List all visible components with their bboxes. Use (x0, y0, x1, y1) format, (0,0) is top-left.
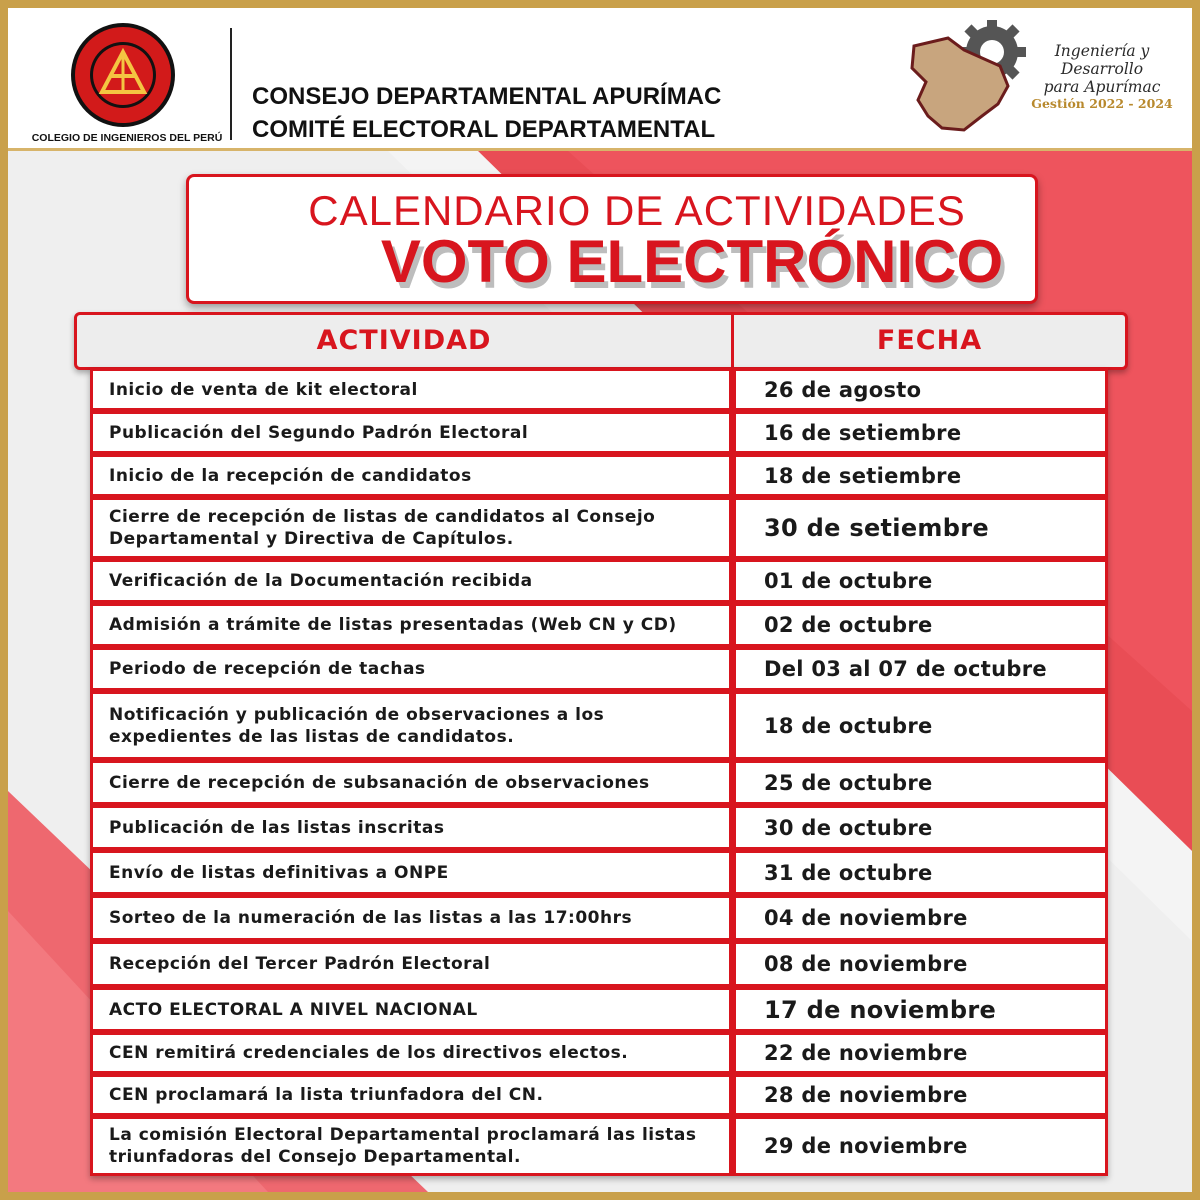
table-row (90, 691, 1108, 760)
activity-cell: Recepción del Tercer Padrón Electoral (93, 944, 729, 984)
table-row (90, 559, 1108, 603)
table-row (90, 1116, 1108, 1176)
activity-cell: Sorteo de la numeración de las listas a las 17:00hrs (93, 898, 729, 938)
activity-cell: Inicio de la recepción de candidatos (93, 457, 729, 494)
date-cell: 04 de noviembre (736, 898, 1105, 938)
header-divider (230, 28, 232, 140)
activity-cell: ACTO ELECTORAL A NIVEL NACIONAL (93, 990, 729, 1029)
management-period: Gestión 2022 - 2024 (1031, 96, 1173, 111)
table-row (90, 411, 1108, 454)
slogan (1012, 42, 1192, 96)
table-row (90, 1074, 1108, 1116)
activity-cell: Publicación del Segundo Padrón Electoral (93, 414, 729, 451)
date-cell: 30 de setiembre (736, 500, 1105, 556)
poster (8, 8, 1192, 1192)
title-line-1: CALENDARIO DE ACTIVIDADES (308, 187, 966, 234)
date-cell: 08 de noviembre (736, 944, 1105, 984)
activity-cell: Inicio de venta de kit electoral (93, 371, 729, 408)
slogan-line-2: para Apurímac (1043, 78, 1161, 96)
column-header-date: FECHA (876, 325, 983, 356)
table-row (90, 497, 1108, 559)
council-title (252, 80, 721, 146)
table-row (90, 760, 1108, 805)
date-cell: 30 de octubre (736, 808, 1105, 847)
table-row (90, 805, 1108, 850)
date-cell: 02 de octubre (736, 606, 1105, 644)
activity-cell: Verificación de la Documentación recibida (93, 562, 729, 600)
date-cell: 25 de octubre (736, 763, 1105, 802)
column-header-activity: ACTIVIDAD (77, 315, 734, 367)
table-row (90, 895, 1108, 941)
date-cell: 22 de noviembre (736, 1035, 1105, 1071)
date-cell: 29 de noviembre (736, 1119, 1105, 1173)
activity-cell: Admisión a trámite de listas presentadas (Web CN y CD) (93, 606, 729, 644)
date-cell: Del 03 al 07 de octubre (736, 650, 1105, 688)
date-cell: 17 de noviembre (736, 990, 1105, 1029)
table-row (90, 987, 1108, 1032)
date-cell: 28 de noviembre (736, 1077, 1105, 1113)
table-row (90, 941, 1108, 987)
institution-name: COLEGIO DE INGENIEROS DEL PERÚ (31, 132, 223, 144)
table-row (90, 454, 1108, 497)
activity-cell: Periodo de recepción de tachas (93, 650, 729, 688)
activity-cell: Publicación de las listas inscritas (93, 808, 729, 847)
date-cell: 18 de setiembre (736, 457, 1105, 494)
activity-cell: Cierre de recepción de listas de candidatos al Consejo Departamental y Directiva de Capítulos. (93, 500, 729, 556)
table-header (74, 312, 1128, 370)
table-row (90, 647, 1108, 691)
council-line-1: CONSEJO DEPARTAMENTAL APURÍMAC (252, 83, 722, 110)
title-line-2: VOTO ELECTRÓNICO (380, 228, 1004, 295)
council-line-2: COMITÉ ELECTORAL DEPARTAMENTAL (252, 116, 716, 143)
title-box (186, 174, 1038, 304)
table-row (90, 368, 1108, 411)
activity-cell: Cierre de recepción de subsanación de observaciones (93, 763, 729, 802)
table-row (90, 850, 1108, 895)
table-row (90, 1032, 1108, 1074)
date-cell: 01 de octubre (736, 562, 1105, 600)
date-cell: 18 de octubre (736, 694, 1105, 757)
date-cell: 31 de octubre (736, 853, 1105, 892)
activity-cell: CEN remitirá credenciales de los directivos electos. (93, 1035, 729, 1071)
activity-cell: CEN proclamará la lista triunfadora del CN. (93, 1077, 729, 1113)
college-seal-icon (70, 22, 176, 128)
table-row (90, 603, 1108, 647)
activity-cell: Envío de listas definitivas a ONPE (93, 853, 729, 892)
slogan-line-1: Ingeniería y Desarrollo (1054, 42, 1150, 78)
activity-cell: La comisión Electoral Departamental proclamará las listas triunfadoras del Consejo Departamental. (93, 1119, 729, 1173)
date-cell: 16 de setiembre (736, 414, 1105, 451)
table-body (90, 368, 1108, 1176)
header-bar (8, 8, 1192, 151)
date-cell: 26 de agosto (736, 371, 1105, 408)
activity-cell: Notificación y publicación de observaciones a los expedientes de las listas de candidatos. (93, 694, 729, 757)
